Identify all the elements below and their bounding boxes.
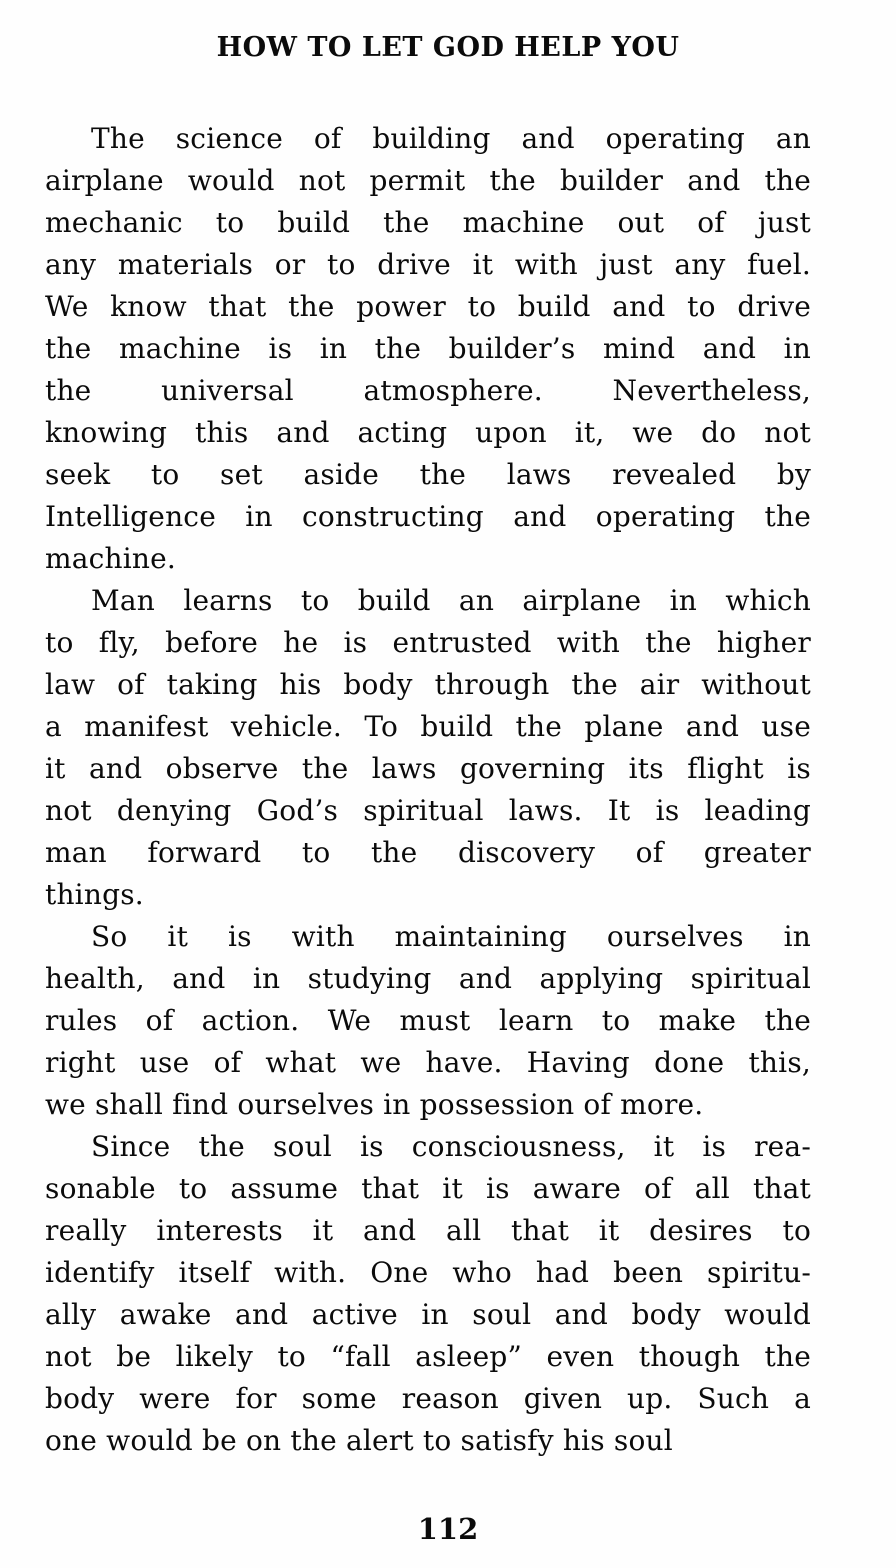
running-head: HOW TO LET GOD HELP YOU <box>216 32 680 63</box>
text-line: airplane would not permit the builder and the <box>45 164 811 197</box>
text-line: it and observe the laws governing its flight is <box>45 752 811 785</box>
text-line: Since the soul is consciousness, it is rea- <box>91 1130 811 1163</box>
text-line: seek to set aside the laws revealed by <box>45 458 811 491</box>
text-line: mechanic to build the machine out of just <box>45 206 811 239</box>
text-line: Man learns to build an airplane in which <box>91 584 811 617</box>
paragraph <box>45 1126 811 1462</box>
text-line: things. <box>45 878 144 911</box>
text-line: really interests it and all that it desires to <box>45 1214 811 1247</box>
text-line: The science of building and operating an <box>91 122 811 155</box>
text-line: identify itself with. One who had been spiritu- <box>45 1256 811 1289</box>
text-line: body were for some reason given up. Such a <box>45 1382 811 1415</box>
text-line: ally awake and active in soul and body would <box>45 1298 811 1331</box>
text-line: any materials or to drive it with just any fuel. <box>45 248 811 281</box>
text-block <box>45 118 811 1462</box>
paragraph <box>45 916 811 1126</box>
paragraph <box>45 118 811 580</box>
text-line: man forward to the discovery of greater <box>45 836 811 869</box>
text-line: to fly, before he is entrusted with the higher <box>45 626 811 659</box>
text-line: knowing this and acting upon it, we do not <box>45 416 811 449</box>
text-line: the universal atmosphere. Nevertheless, <box>45 374 811 407</box>
text-line: law of taking his body through the air without <box>45 668 811 701</box>
text-line: rules of action. We must learn to make the <box>45 1004 811 1037</box>
text-line: We know that the power to build and to drive <box>45 290 811 323</box>
text-line: a manifest vehicle. To build the plane and use <box>45 710 811 743</box>
text-line: not be likely to “fall asleep” even though the <box>45 1340 811 1373</box>
page-number: 112 <box>417 1512 479 1546</box>
text-line: not denying God’s spiritual laws. It is leading <box>45 794 811 827</box>
text-line: Intelligence in constructing and operating the <box>45 500 811 533</box>
paragraph <box>45 580 811 916</box>
text-line: one would be on the alert to satisfy his soul <box>45 1424 673 1457</box>
text-line: right use of what we have. Having done this, <box>45 1046 811 1079</box>
text-line: machine. <box>45 542 177 575</box>
text-line: health, and in studying and applying spiritual <box>45 962 811 995</box>
text-line: sonable to assume that it is aware of all that <box>45 1172 811 1205</box>
text-line: So it is with maintaining ourselves in <box>91 920 811 953</box>
text-line: the machine is in the builder’s mind and in <box>45 332 811 365</box>
text-line: we shall find ourselves in possession of more. <box>45 1088 704 1121</box>
